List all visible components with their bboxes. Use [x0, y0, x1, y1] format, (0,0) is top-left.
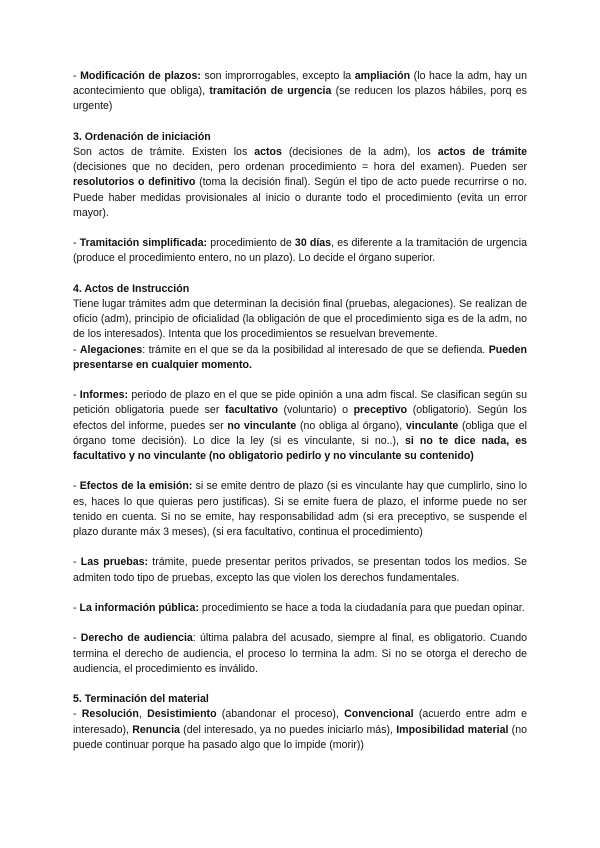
text: , [138, 708, 148, 721]
paragraph-informacion-publica [73, 601, 527, 616]
paragraph-efectos-emision [73, 479, 527, 540]
paragraph-modificacion-plazos [73, 69, 527, 115]
term-derecho-audiencia: Derecho de audiencia [80, 632, 193, 645]
term-informacion-publica: La información pública: [79, 602, 199, 614]
text: procedimiento se hace a toda la ciudadanía para que puedan opinar. [198, 602, 525, 614]
text: (decisiones de la adm), los [281, 146, 438, 158]
term-vinculante: vinculante [405, 419, 459, 432]
text: - [73, 602, 80, 614]
text: (decisiones que no deciden, pero ordenan procedimiento = hora del examen). Pueden ser [73, 161, 527, 174]
term-resolutorios: resolutorios o definitivo [73, 176, 196, 189]
term-alegaciones: Alegaciones [79, 343, 143, 356]
term-resolucion: Resolución [81, 708, 139, 721]
term-renuncia: Renuncia [132, 723, 180, 736]
term-preceptivo: preceptivo [353, 404, 408, 417]
text: (abandonar el proceso), [216, 708, 345, 721]
text: (del interesado, ya no puedes iniciarlo más), [179, 723, 397, 736]
text: (se reducen los plazos hábiles, porq es urgente) [73, 85, 527, 113]
text: - [73, 480, 80, 493]
paragraph-tramitacion-simplificada [73, 236, 527, 266]
text: (voluntario) o [277, 404, 354, 417]
term-convencional: Convencional [344, 708, 414, 721]
term-desistimiento: Desistimiento [147, 708, 217, 721]
term-modificacion-plazos: Modificación de plazos: [80, 70, 201, 82]
text: (lo hace la adm, hay un acontecimiento que obliga), [73, 70, 527, 98]
paragraph-ordenacion [73, 145, 527, 221]
text: (no obliga al órgano), [296, 419, 406, 432]
text: son improrrogables, excepto la [200, 70, 355, 82]
paragraph-alegaciones [73, 343, 527, 373]
term-facultativo: facultativo [224, 404, 278, 417]
term-tramitacion-simplificada: Tramitación simplificada: [79, 237, 208, 250]
text: (obligatorio). Según los efectos del informe, puedes ser [73, 404, 527, 432]
term-facultativo-no-vinculante: si no te dice nada, es facultativo y no vinculante (no obligatorio pedirlo y no vinculante su contenido) [73, 434, 527, 463]
paragraph-derecho-audiencia [73, 631, 527, 677]
paragraph-informes [73, 388, 527, 464]
text: - [73, 389, 80, 402]
term-efectos-emision: Efectos de la emisión: [79, 480, 193, 493]
text: - [73, 708, 82, 721]
text: (acuerdo entre adm e interesado), [73, 708, 527, 736]
text: : trámite en el que se da la posibilidad al interesado de que se defienda. [142, 343, 489, 356]
term-cualquier-momento: Pueden presentarse en cualquier momento. [73, 343, 527, 371]
term-actos-tramite: actos de trámite [437, 146, 528, 158]
text: si se emite dentro de plazo (si es vinculante hay que cumplirlo, sino lo es, haces lo que quieras pero justificas). Si se emite fuera de plazo, el informe puede no ser tenido en cuenta. Si no se emite, hay responsabilidad adm (si era preceptivo, se suspende el plazo durante máx 3 meses), (si era facultativo, continua el procedimiento) [73, 480, 527, 539]
text: - [73, 70, 81, 82]
paragraph-pruebas [73, 555, 527, 585]
term-ampliacion: ampliación [354, 70, 411, 82]
term-actos: actos [254, 146, 282, 158]
section-heading-5: 5. Terminación del material [73, 693, 209, 706]
text: : última palabra del acusado, siempre al final, es obligatorio. Cuando termina el derecho de audiencia, el proceso lo termina la adm. Si no se otorga el derecho de audiencia, el procedimiento es inválido. [73, 632, 527, 675]
text: - [73, 343, 80, 356]
term-pruebas: Las pruebas: [80, 556, 149, 569]
section-heading-4: 4. Actos de Instrucción [73, 282, 190, 295]
text: periodo de plazo en el que se pide opinión a una adm fiscal. Se clasifican según su petición obligatoria puede ser [73, 389, 527, 417]
section-heading-3: 3. Ordenación de iniciación [73, 130, 211, 143]
text: - [73, 632, 81, 645]
term-no-vinculante: no vinculante [227, 419, 297, 432]
text: (no puede continuar porque ha pasado algo que lo impide (morir)) [73, 723, 527, 751]
term-30-dias: 30 días [294, 237, 332, 250]
text: (obliga que el órgano tome decisión). Lo dice la ley (si es vinculante, si no..), [73, 419, 528, 447]
term-imposibilidad-material: Imposibilidad material [396, 723, 509, 736]
term-tramitacion-urgencia: tramitación de urgencia [209, 85, 332, 98]
term-informes: Informes: [79, 389, 129, 402]
text: Son actos de trámite. Existen los [73, 146, 255, 158]
text: - [73, 556, 81, 569]
text: , es diferente a la tramitación de urgencia (produce el procedimiento entero, no un plazo). Lo decide el órgano superior. [73, 237, 527, 265]
text: trámite, puede presentar peritos privados, se presentan todos los medios. Se admiten todo tipo de pruebas, excepto las que violen los derechos fundamentales. [73, 556, 527, 584]
paragraph-terminacion [73, 707, 527, 753]
text: - [73, 237, 80, 250]
text: (toma la decisión final). Según el tipo de acto puede recurrirse o no. Puede haber medidas provisionales al inicio o durante todo el procedimiento (evita un error mayor). [73, 176, 527, 219]
paragraph-actos-instruccion: Tiene lugar trámites adm que determinan la decisión final (pruebas, alegaciones). Se realizan de oficio (adm), principio de oficialidad (la obligación de que el procedimiento siga es de la adm, no de los interesados). Intenta que los procedimientos se resuelvan brevemente. [73, 298, 527, 341]
text: procedimiento de [207, 237, 295, 250]
